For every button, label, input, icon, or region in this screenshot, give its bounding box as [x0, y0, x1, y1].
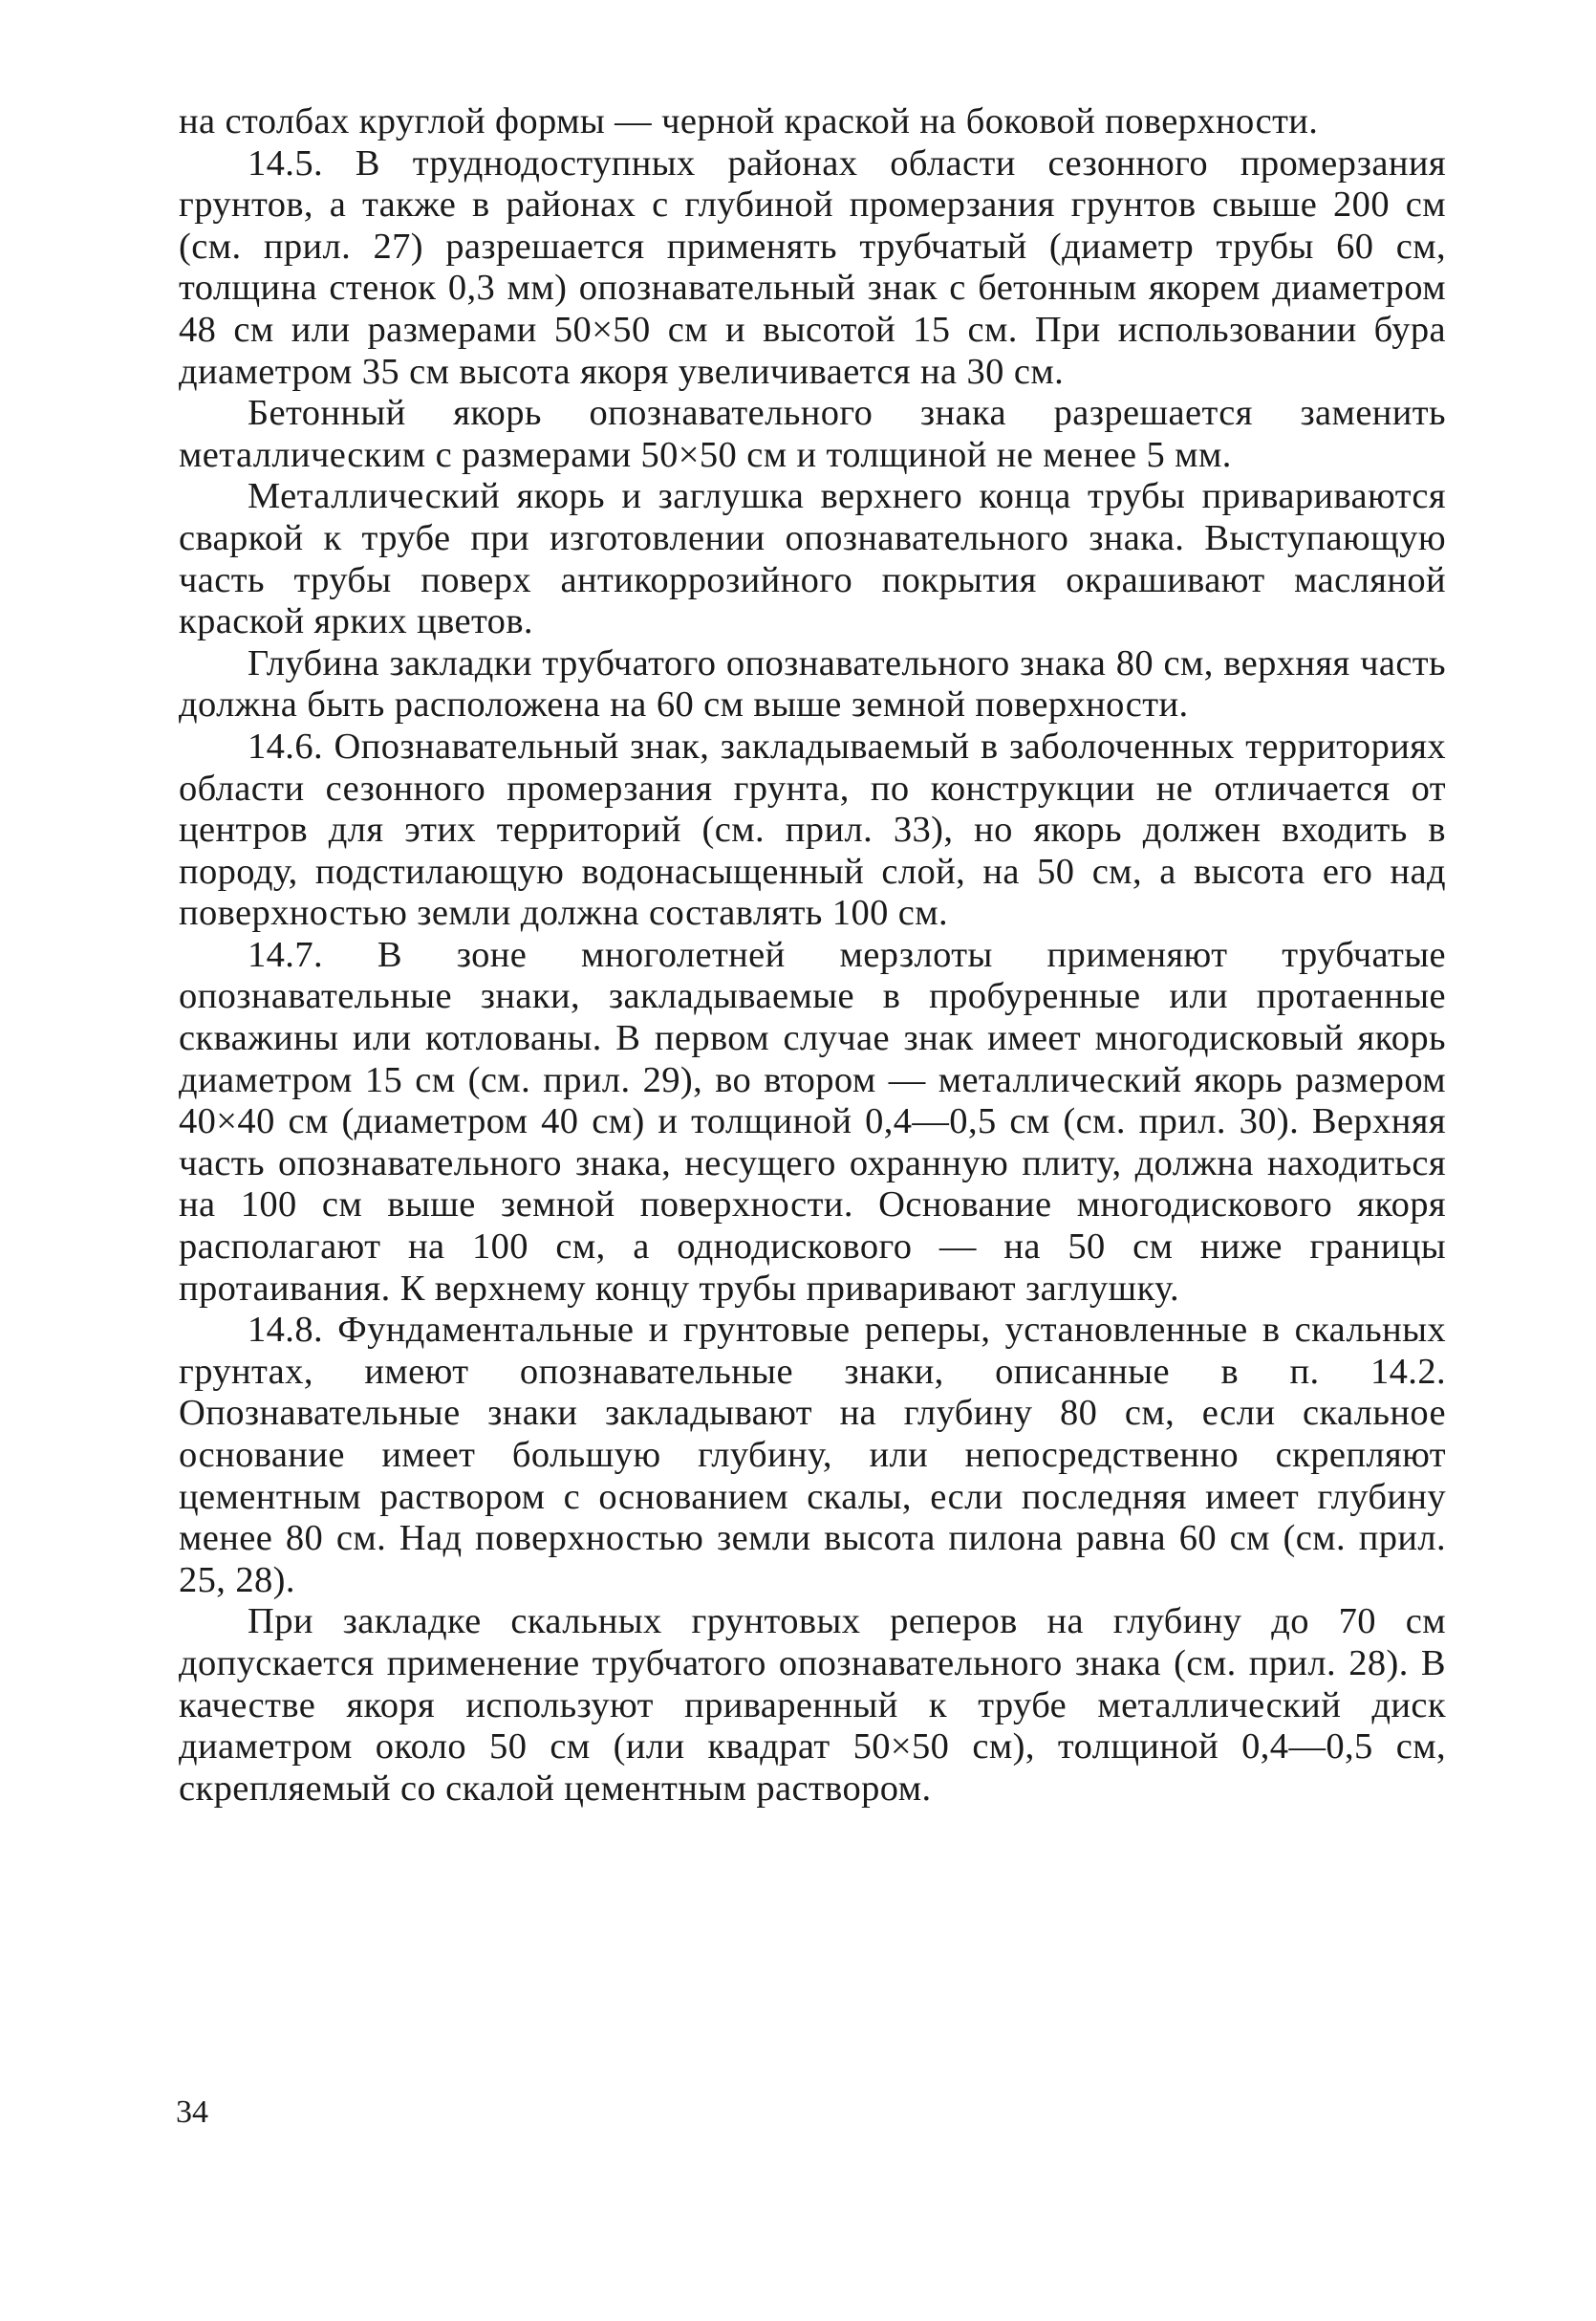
paragraph-14-6: 14.6. Опознавательный знак, закладываемый в заболоченных территориях области сезонного промерзания грунта, по конструкции не отличается от центров для этих территорий (см. прил. 33), но якорь должен входить в породу, подстилающую водонасыщенный слой, на 50 см, а высота его над поверхностью земли должна составлять 100 см. [179, 726, 1446, 934]
body-text [179, 101, 1446, 1810]
paragraph-depth: Глубина закладки трубчатого опознавательного знака 80 см, верхняя часть должна быть расположена на 60 см выше земной поверхности. [179, 642, 1446, 726]
paragraph-rock-benchmarks: При закладке скальных грунтовых реперов на глубину до 70 см допускается применение трубчатого опознавательного знака (см. прил. 28). В качестве якоря используют приваренный к трубе металлический диск диаметром около 50 см (или квадрат 50×50 см), толщиной 0,4—0,5 см, скрепляемый со скалой цементным раствором. [179, 1601, 1446, 1809]
paragraph-14-8: 14.8. Фундаментальные и грунтовые реперы, установленные в скальных грунтах, имеют опознавательные знаки, описанные в п. 14.2. Опознавательные знаки закладывают на глубину 80 см, если скальное основание имеет большую глубину, или непосредственно скрепляют цементным раствором с основанием скалы, если последняя имеет глубину менее 80 см. Над поверхностью земли высота пилона равна 60 см (см. прил. 25, 28). [179, 1310, 1446, 1600]
paragraph-14-7: 14.7. В зоне многолетней мерзлоты применяют трубчатые опознавательные знаки, закладываемые в пробуренные или протаенные скважины или котлованы. В первом случае знак имеет многодисковый якорь диаметром 15 см (см. прил. 29), во втором — металлический якорь размером 40×40 см (диаметром 40 см) и толщиной 0,4—0,5 см (см. прил. 30). Верхняя часть опознавательного знака, несущего охранную плиту, должна находиться на 100 см выше земной поверхности. Основание многодискового якоря располагают на 100 см, а однодискового — на 50 см ниже границы протаивания. К верхнему концу трубы приваривают заглушку. [179, 934, 1446, 1309]
paragraph-continuation: на столбах круглой формы — черной краской на боковой поверхности. [179, 101, 1319, 141]
paragraph-14-5: 14.5. В труднодоступных районах области сезонного промерзания грунтов, а также в районах с глубиной промерзания грунтов свыше 200 см (см. прил. 27) разрешается применять трубчатый (диаметр трубы 60 см, толщина стенок 0,3 мм) опознавательный знак с бетонным якорем диаметром 48 см или размерами 50×50 см и высотой 15 см. При использовании бура диаметром 35 см высота якоря увеличивается на 30 см. [179, 142, 1446, 392]
page-number: 34 [176, 2094, 208, 2130]
paragraph-concrete-anchor: Бетонный якорь опознавательного знака разрешается заменить металлическим с размерами 50×50 см и толщиной не менее 5 мм. [179, 393, 1446, 475]
paragraph-metal-anchor: Металлический якорь и заглушка верхнего конца трубы привариваются сваркой к трубе при изготовлении опознавательного знака. Выступающую часть трубы поверх антикоррозийного покрытия окрашивают масляной краской ярких цветов. [179, 476, 1446, 642]
